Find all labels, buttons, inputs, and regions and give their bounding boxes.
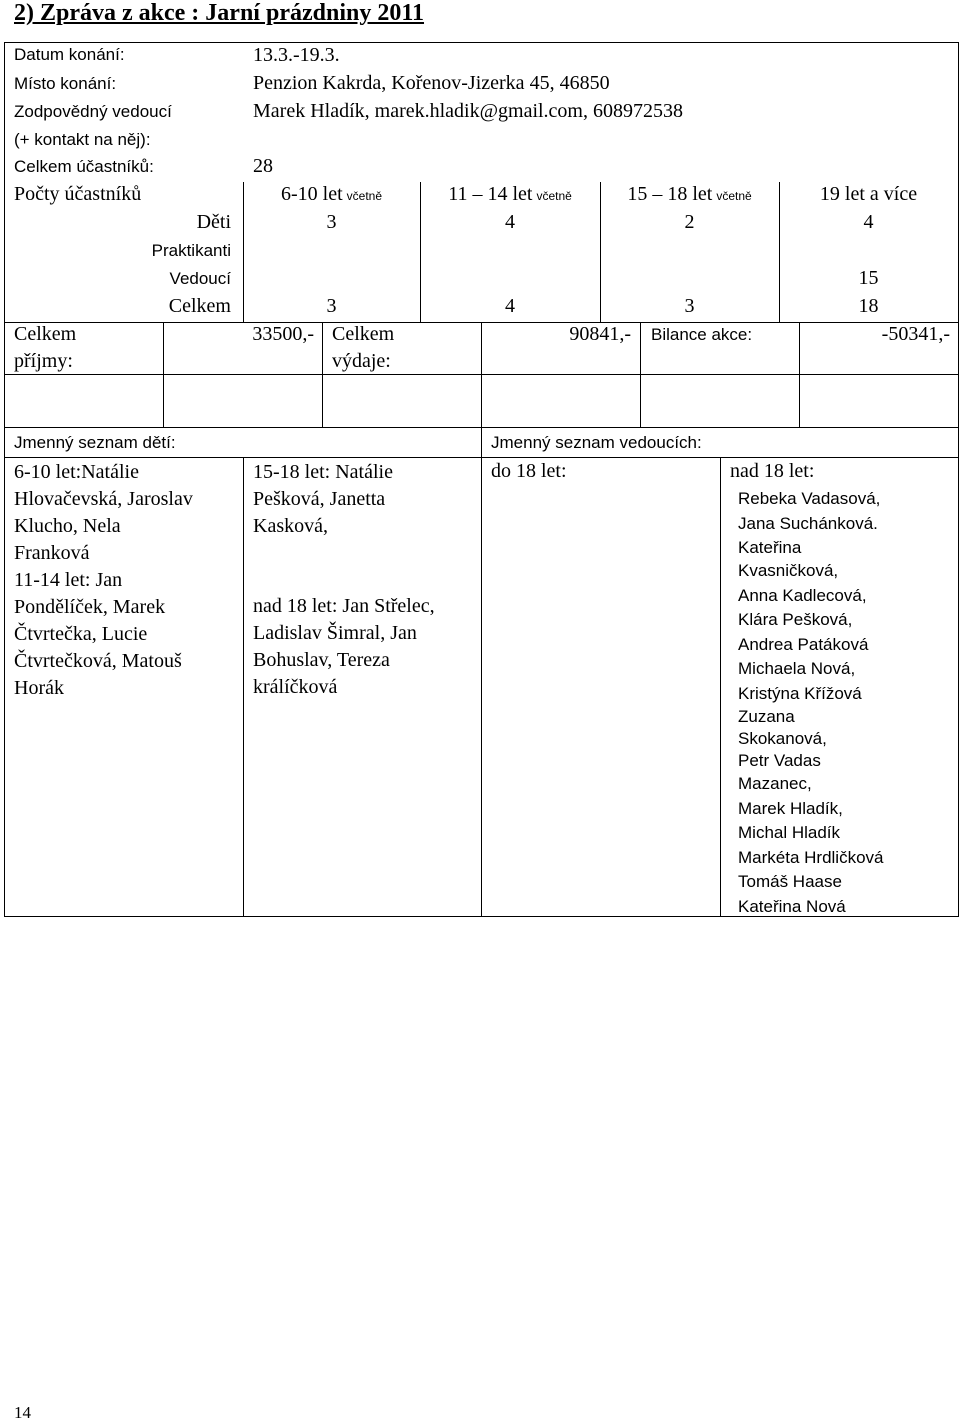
list-item: Kateřina	[738, 538, 802, 557]
row-label-vedouci: Vedoucí	[169, 269, 231, 288]
list-item: Michaela Nová,	[738, 659, 856, 678]
section-title: 2) Zpráva z akce : Jarní prázdniny 2011	[14, 0, 425, 26]
leaders-list-header: Jmenný seznam vedoucích:	[491, 433, 702, 452]
page-number: 14	[14, 1403, 31, 1422]
prijmy-label-2: příjmy:	[14, 350, 73, 372]
list-item: Bohuslav, Tereza	[253, 649, 390, 671]
list-item: 15-18 let: Natálie	[253, 461, 393, 483]
list-item: Horák	[14, 677, 64, 699]
bilance-label: Bilance akce:	[651, 325, 753, 344]
list-item: králíčková	[253, 676, 338, 698]
list-item: 6-10 let:Natálie	[14, 461, 139, 483]
list-item: Andrea Patáková	[738, 634, 869, 654]
vydaje-label: Celkem	[332, 323, 395, 345]
list-item: Pondělíček, Marek	[14, 596, 166, 618]
list-item: 11-14 let: Jan	[14, 569, 123, 591]
vedouci-label: Zodpovědný vedoucí	[14, 102, 172, 121]
list-item: Rebeka Vadasová,	[738, 489, 881, 508]
list-item: Petr Vadas	[738, 751, 821, 770]
list-item: Hlovačevská, Jaroslav	[14, 488, 193, 510]
cell-celkem-19-plus: 18	[858, 295, 879, 317]
col-header-19-plus: 19 let a více	[819, 183, 918, 205]
col-header-15-18: 15 – 18 let včetně	[627, 183, 752, 205]
list-item: Kateřina Nová	[738, 896, 846, 916]
cell-deti-11-14: 4	[505, 211, 515, 233]
list-item: Klára Pešková,	[738, 610, 853, 629]
col-header-6-10: 6-10 let včetně	[280, 183, 382, 205]
list-item: Pešková, Janetta	[253, 488, 386, 510]
vedouci-value: Marek Hladík, marek.hladik@gmail.com, 608972538	[253, 100, 683, 122]
cell-deti-15-18: 2	[684, 211, 695, 233]
vydaje-label-2: výdaje:	[332, 350, 391, 372]
cell-deti-6-10: 3	[326, 211, 337, 233]
cell-celkem-15-18: 3	[684, 295, 695, 317]
leaders-over18-label: nad 18 let:	[730, 460, 815, 482]
pocty-header-label: Počty účastníků	[14, 183, 142, 205]
children-list-header: Jmenný seznam dětí:	[14, 433, 176, 452]
cell-deti-19-plus: 4	[863, 211, 874, 233]
row-label-celkem: Celkem	[168, 295, 231, 317]
list-item: Tomáš Haase	[738, 872, 842, 891]
children-list-col2b	[253, 593, 435, 701]
list-item: nad 18 let: Jan Střelec,	[253, 595, 435, 617]
list-item: Franková	[14, 542, 90, 564]
cell-celkem-11-14: 4	[505, 295, 515, 317]
prijmy-value: 33500,-	[252, 323, 314, 345]
cell-vedouci-19-plus: 15	[858, 267, 879, 289]
celkem-ucastniku-value: 28	[253, 155, 273, 177]
leaders-over18-list	[738, 487, 884, 919]
cell-celkem-6-10: 3	[326, 295, 337, 317]
list-item: Zuzana	[738, 707, 795, 726]
vydaje-value: 90841,-	[569, 323, 631, 345]
list-item: Markéta Hrdličková	[738, 847, 884, 867]
list-item: Čtvrtečková, Matouš	[14, 650, 182, 672]
misto-value: Penzion Kakrda, Kořenov-Jizerka 45, 46850	[253, 72, 610, 94]
celkem-ucastniku-label: Celkem účastníků:	[14, 157, 154, 176]
list-item: Ladislav Šimral, Jan	[253, 622, 417, 644]
prijmy-label: Celkem	[14, 323, 77, 345]
leaders-under18-label: do 18 let:	[491, 460, 567, 482]
children-list-col1	[14, 459, 193, 702]
datum-label: Datum konání:	[14, 45, 125, 64]
list-item: Mazanec,	[738, 774, 812, 793]
children-list-col2a	[253, 459, 393, 540]
list-item: Kristýna Křížová	[738, 683, 862, 703]
list-item: Čtvrtečka, Lucie	[14, 623, 148, 645]
list-item: Jana Suchánková.	[738, 513, 878, 533]
list-item: Michal Hladík	[738, 823, 841, 842]
list-item: Klucho, Nela	[14, 515, 121, 537]
list-item: Kasková,	[253, 515, 328, 537]
col-header-11-14: 11 – 14 let včetně	[448, 183, 572, 205]
list-item: Kvasničková,	[738, 561, 839, 580]
datum-value: 13.3.-19.3.	[253, 44, 340, 66]
vedouci-label-contact: (+ kontakt na něj):	[14, 130, 151, 149]
row-label-deti: Děti	[196, 211, 231, 233]
bilance-value: -50341,-	[881, 323, 950, 345]
list-item: Skokanová,	[738, 729, 827, 748]
misto-label: Místo konání:	[14, 74, 117, 93]
list-item: Marek Hladík,	[738, 798, 843, 818]
list-item: Anna Kadlecová,	[738, 585, 867, 605]
row-label-praktikanti: Praktikanti	[151, 241, 231, 260]
